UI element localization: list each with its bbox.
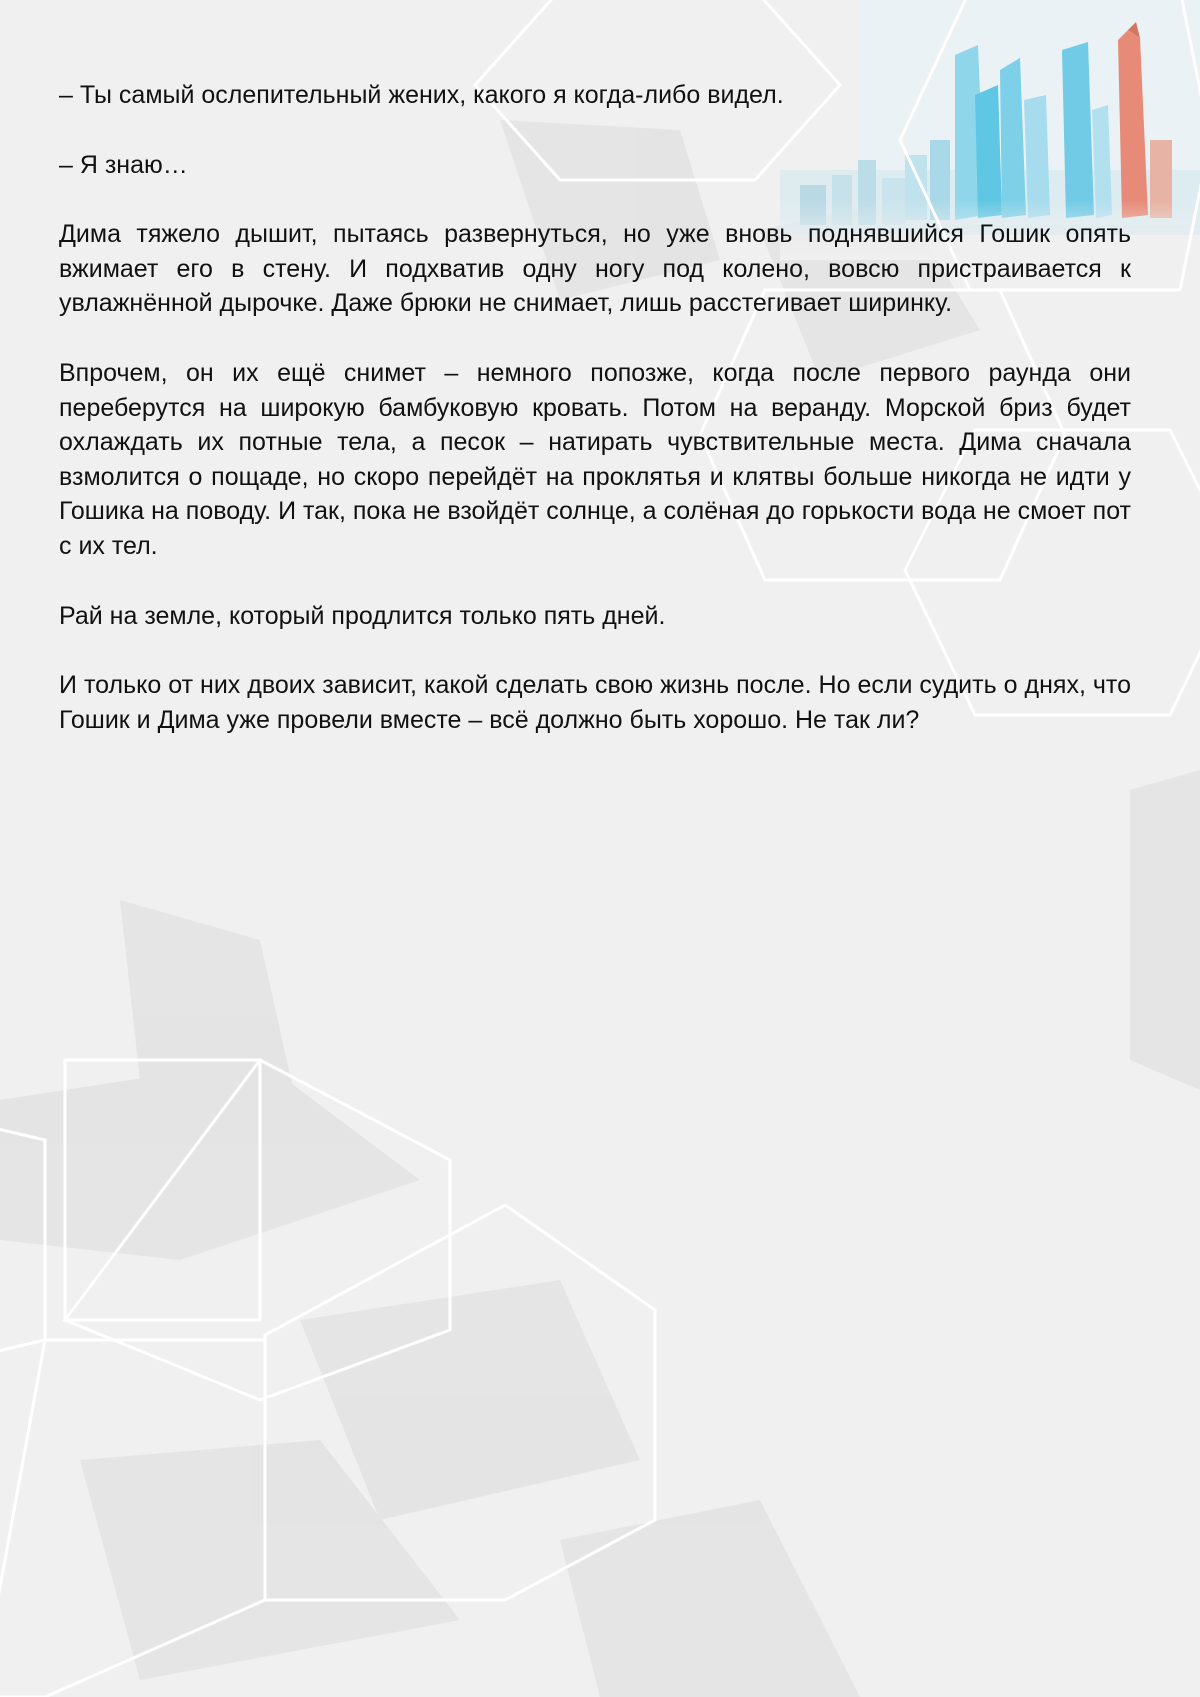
- paragraph-paradise: Рай на земле, который продлится только пять дней.: [59, 601, 666, 630]
- paragraph-future: И только от них двоих зависит, какой сделать свою жизнь после. Но если судить о днях, что Гошик и Дима уже провели вместе – всё должно быть хорошо. Не так ли?: [59, 671, 1131, 734]
- paragraph-however: Впрочем, он их ещё снимет – немного попозже, когда после первого раунда они переберутся на широкую бамбуковую кровать. Потом на веранду. Морской бриз будет охлаждать их потные тела, а песок – натирать чувствительные места. Дима сначала взмолится о пощаде, но скоро перейдёт на проклятья и клятвы больше никогда не идти у Гошика на поводу. И так, пока не взойдёт солнце, а солёная до горькости вода не смоет пот с их тел.: [59, 358, 1131, 560]
- paragraph-dima-breathing: Дима тяжело дышит, пытаясь развернуться, но уже вновь поднявшийся Гошик опять вжимает его в стену. И подхватив одну ногу под колено, вовсю пристраивается к увлажнённой дырочке. Даже брюки не снимает, лишь расстегивает ширинку.: [59, 220, 1131, 318]
- paragraph-i-know: – Я знаю…: [59, 150, 188, 179]
- paragraph-groom-line: – Ты самый ослепительный жених, какого я когда-либо видел.: [59, 81, 784, 109]
- document-body: [59, 78, 1131, 772]
